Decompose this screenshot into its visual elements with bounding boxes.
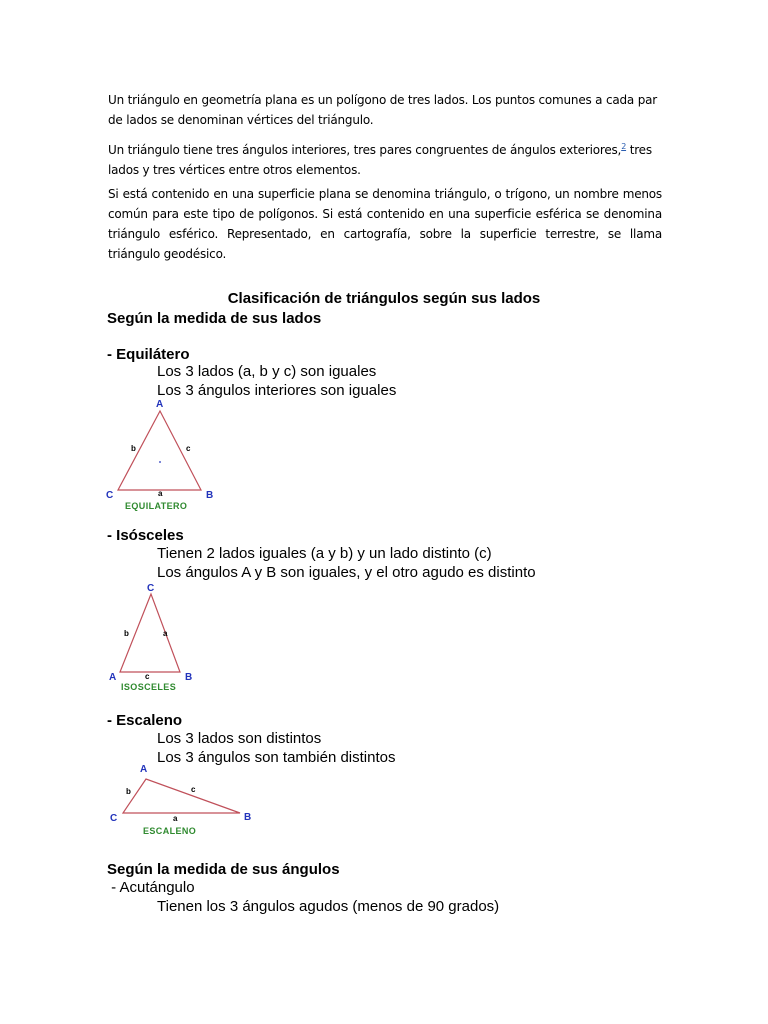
equilatero-center-dot [159, 461, 161, 463]
by-angles-heading: Según la medida de sus ángulos [107, 861, 340, 878]
isosceles-line-2: Los ángulos A y B son iguales, y el otro agudo es distinto [157, 564, 536, 581]
footnote-link[interactable]: 2 [621, 142, 627, 151]
intro-paragraph-3: Si está contenido en una superficie plana se denomina triángulo, o trígono, un nombre menos común para este tipo de polígonos. Si está contenido en una superficie esférica se denomina triángulo esférico. Representado, en cartografía, sobre la superficie terrestre, se llama triángulo geodésico. [108, 187, 662, 261]
isosceles-vertex-B: B [185, 672, 193, 683]
intro-paragraph-2-text: Un triángulo tiene tres ángulos interiores, tres pares congruentes de ángulos exteriores, [108, 143, 622, 157]
equilatero-heading: - Equilátero [107, 346, 190, 363]
equilatero-vertex-B: B [206, 490, 214, 501]
equilatero-side-a: a [158, 489, 163, 498]
escaleno-side-b: b [126, 787, 131, 796]
section-title: Clasificación de triángulos según sus lados [227, 290, 541, 307]
equilatero-line-1: Los 3 lados (a, b y c) son iguales [157, 363, 377, 380]
isosceles-heading: - Isósceles [107, 527, 184, 544]
equilatero-vertex-A: A [156, 399, 164, 410]
isosceles-vertex-C: C [147, 583, 155, 594]
acutangulo-line-1: Tienen los 3 ángulos agudos (menos de 90 grados) [157, 898, 500, 915]
escaleno-vertex-B: B [244, 812, 252, 823]
escaleno-line-2: Los 3 ángulos son también distintos [157, 749, 396, 766]
isosceles-side-c: c [145, 672, 150, 681]
escaleno-heading: - Escaleno [107, 712, 183, 729]
by-sides-heading: Según la medida de sus lados [107, 310, 322, 327]
intro-paragraph-1: Un triángulo en geometría plana es un polígono de tres lados. Los puntos comunes a cada par de lados se denominan vértices del triángulo. [108, 93, 657, 127]
escaleno-side-c: c [191, 785, 196, 794]
equilatero-vertex-C: C [106, 490, 114, 501]
equilatero-side-b: b [131, 444, 136, 453]
isosceles-line-1: Tienen 2 lados iguales (a y b) y un lado distinto (c) [157, 545, 492, 562]
escaleno-line-1: Los 3 lados son distintos [157, 730, 322, 747]
equilatero-line-2: Los 3 ángulos interiores son iguales [157, 382, 397, 399]
escaleno-vertex-A: A [140, 764, 148, 775]
isosceles-caption: ISOSCELES [121, 682, 177, 692]
equilatero-side-c: c [186, 444, 191, 453]
escaleno-triangle [123, 779, 240, 813]
intro-paragraph-2-rest: tres lados y tres vértices entre otros elementos. [108, 143, 652, 177]
isosceles-side-b: b [124, 629, 129, 638]
isosceles-triangle [120, 594, 180, 672]
acutangulo-heading: - Acutángulo [107, 879, 195, 896]
escaleno-caption: ESCALENO [143, 826, 197, 836]
intro-paragraph-2 [108, 137, 662, 180]
isosceles-vertex-A: A [109, 672, 117, 683]
isosceles-side-a: a [163, 629, 168, 638]
escaleno-vertex-C: C [110, 813, 118, 824]
equilatero-caption: EQUILATERO [125, 501, 188, 511]
escaleno-side-a: a [173, 814, 178, 823]
equilatero-triangle [118, 411, 201, 490]
